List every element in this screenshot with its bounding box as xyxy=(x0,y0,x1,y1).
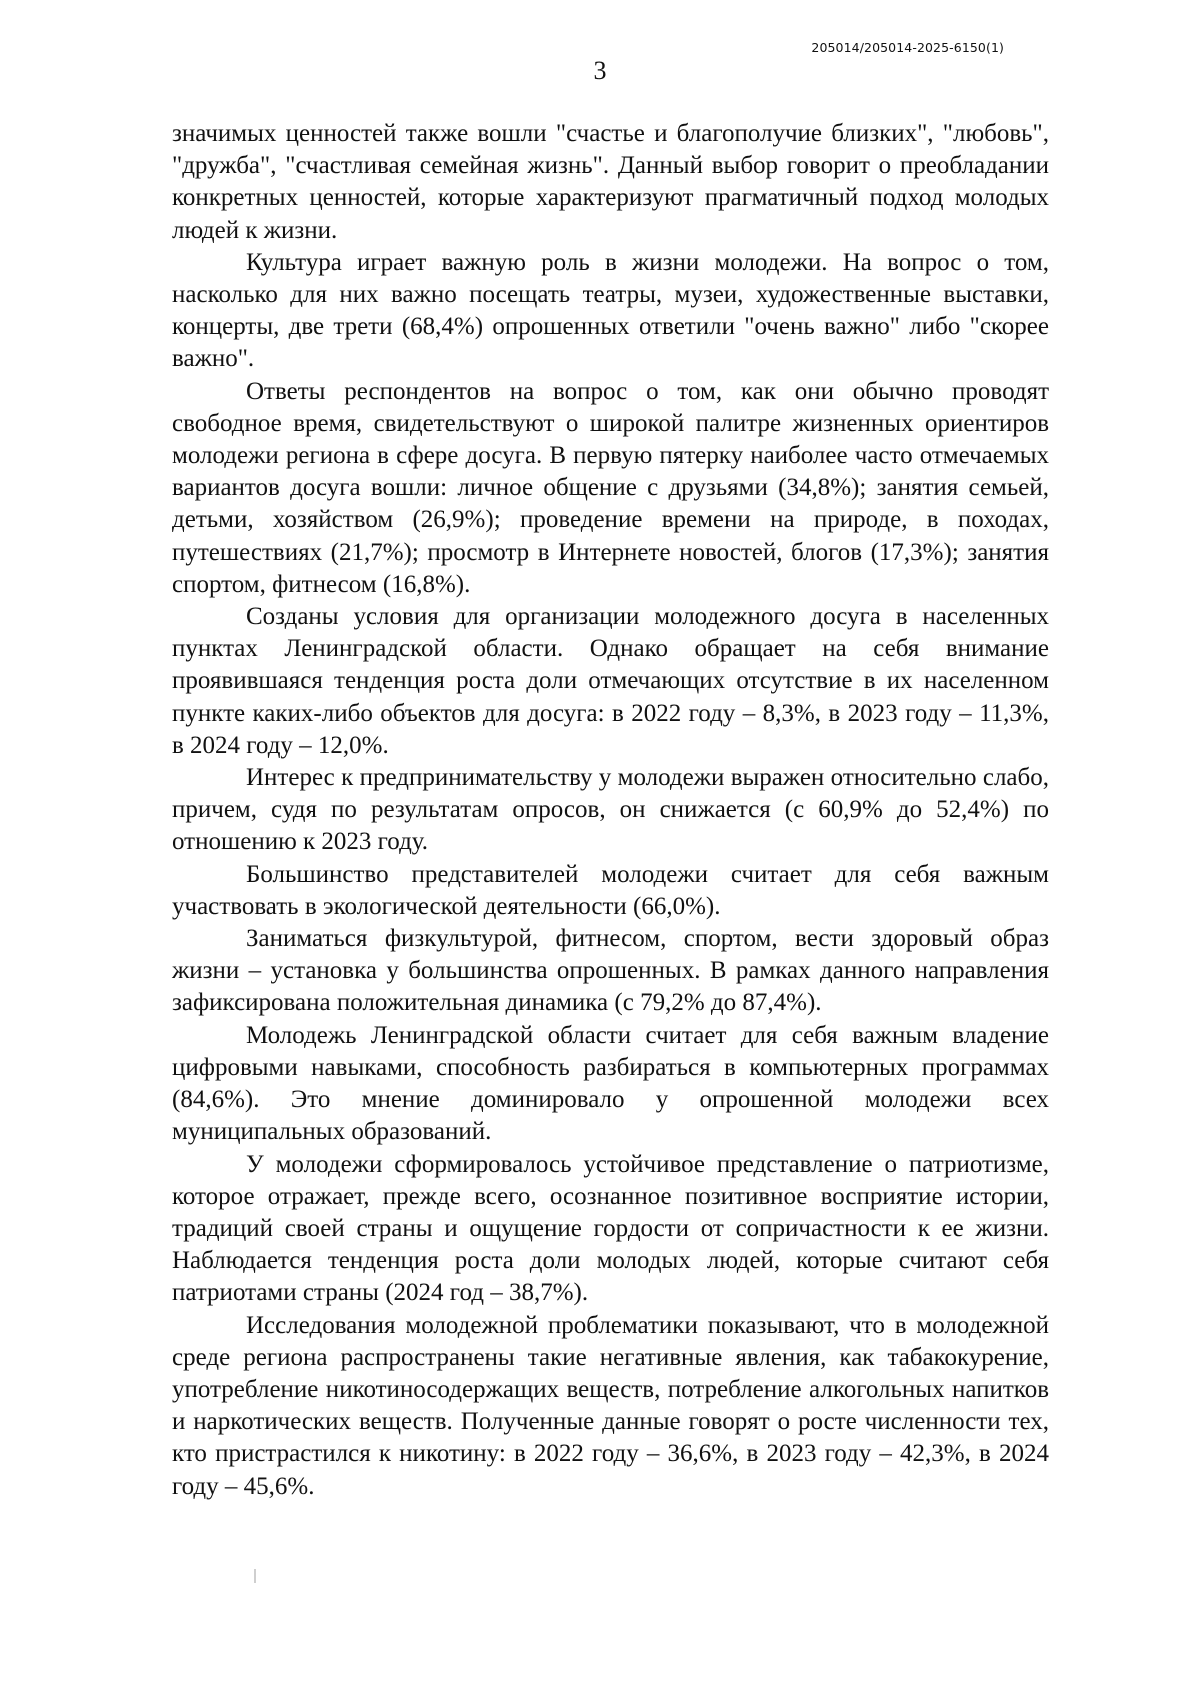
document-body xyxy=(172,118,1049,1503)
paragraph-culture: Культура играет важную роль в жизни молодежи. На вопрос о том, насколько для них важно посещать театры, музеи, художественные выставки, концерты, две трети (68,4%) опрошенных ответили "очень важно" либо "скорее важно". xyxy=(172,248,1049,373)
paragraph-leisure-infrastructure: Созданы условия для организации молодежного досуга в населенных пунктах Ленинградской области. Однако обращает на себя внимание проявившаяся тенденция роста доли отмечающих отсутствие в их населенном пункте каких-либо объектов для досуга: в 2022 году – 8,3%, в 2023 году – 11,3%, в 2024 году – 12,0%. xyxy=(172,603,1049,759)
paragraph-digital-skills: Молодежь Ленинградской области считает для себя важным владение цифровыми навыками, способность разбираться в компьютерных программах (84,6%). Это мнение доминировало у опрошенной молодежи всех муниципальных образований. xyxy=(172,1021,1049,1146)
paragraph-entrepreneurship: Интерес к предпринимательству у молодежи выражен относительно слабо, причем, судя по результатам опросов, он снижается (с 60,9% до 52,4%) по отношению к 2023 году. xyxy=(172,764,1049,856)
paragraph-values-continuation: значимых ценностей также вошли "счастье и благополучие близких", "любовь", "дружба", "счастливая семейная жизнь". Данный выбор говорит о преобладании конкретных ценностей, которые характеризуют прагматичный подход молодых людей к жизни. xyxy=(172,120,1049,244)
paragraph-sport: Заниматься физкультурой, фитнесом, спортом, вести здоровый образ жизни – установка у большинства опрошенных. В рамках данного направления зафиксирована положительная динамика (с 79,2% до 87,4%). xyxy=(172,925,1049,1017)
scan-artifact xyxy=(254,1569,256,1583)
paragraph-patriotism: У молодежи сформировалось устойчивое представление о патриотизме, которое отражает, прежде всего, осознанное позитивное восприятие истории, традиций своей страны и ощущение гордости от сопричастности к ее жизни. Наблюдается тенденция роста доли молодых людей, которые считают себя патриотами страны (2024 год – 38,7%). xyxy=(172,1150,1049,1307)
paragraph-negative-phenomena: Исследования молодежной проблематики показывают, что в молодежной среде региона распространены такие негативные явления, как табакокурение, употребление никотиносодержащих веществ, потребление алкогольных напитков и наркотических веществ. Полученные данные говорят о росте численности тех, кто пристрастился к никотину: в 2022 году – 36,6%, в 2023 году – 42,3%, в 2024 году – 45,6%. xyxy=(172,1311,1049,1500)
paragraph-ecology: Большинство представителей молодежи считает для себя важным участвовать в экологической деятельности (66,0%). xyxy=(172,860,1049,920)
document-id: 205014/205014-2025-6150(1) xyxy=(811,40,1004,55)
page-number: 3 xyxy=(593,56,607,85)
paragraph-leisure: Ответы респондентов на вопрос о том, как они обычно проводят свободное время, свидетельствуют о широкой палитре жизненных ориентиров молодежи региона в сфере досуга. В первую пятерку наиболее часто отмечаемых вариантов досуга вошли: личное общение с друзьями (34,8%); занятия семьей, детьми, хозяйством (26,9%); проведение времени на природе, в походах, путешествиях (21,7%); просмотр в Интернете новостей, блогов (17,3%); занятия спортом, фитнесом (16,8%). xyxy=(172,377,1049,598)
